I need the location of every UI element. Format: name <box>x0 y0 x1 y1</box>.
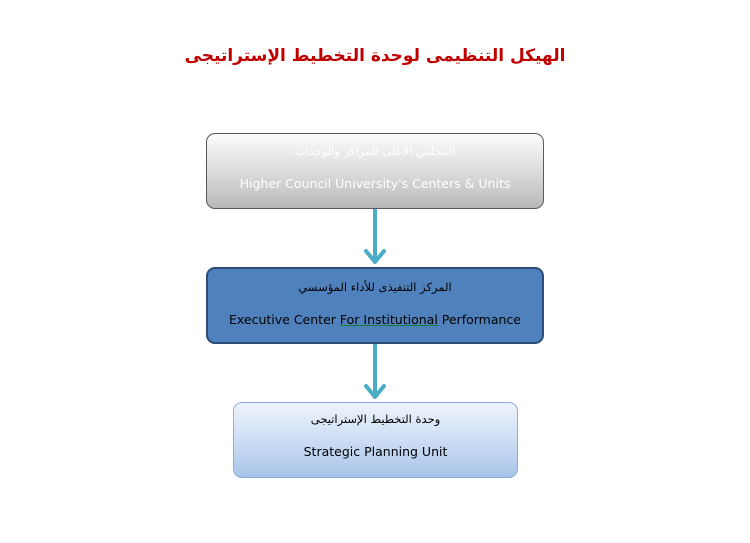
higher-council-label-ar: المجلس الاعلى للمراكز والوحدات <box>294 144 456 158</box>
executive-center-box <box>206 267 544 344</box>
higher-council-label-en: Higher Council University's Centers & Units <box>239 176 511 191</box>
diagram-title: الهيكل التنظيمى لوحدة التخطيط الإستراتيجى <box>184 46 566 66</box>
strategic-planning-unit-box <box>233 402 518 478</box>
arrow-executive-to-unit <box>364 344 386 402</box>
arrow-council-to-executive <box>364 209 386 267</box>
executive-center-label-en <box>208 312 542 327</box>
executive-center-label-ar: المركز التنفيذى للأداء المؤسسي <box>298 280 452 294</box>
higher-council-box <box>206 133 544 209</box>
executive-label-part-2: For Institutional <box>339 312 438 327</box>
executive-label-part-3: Performance <box>437 312 521 327</box>
strategic-planning-unit-label-ar: وحدة التخطيط الإستراتيجى <box>310 412 441 426</box>
executive-label-part-1: Executive Center <box>229 312 340 327</box>
strategic-planning-unit-label-en: Strategic Planning Unit <box>303 444 448 459</box>
